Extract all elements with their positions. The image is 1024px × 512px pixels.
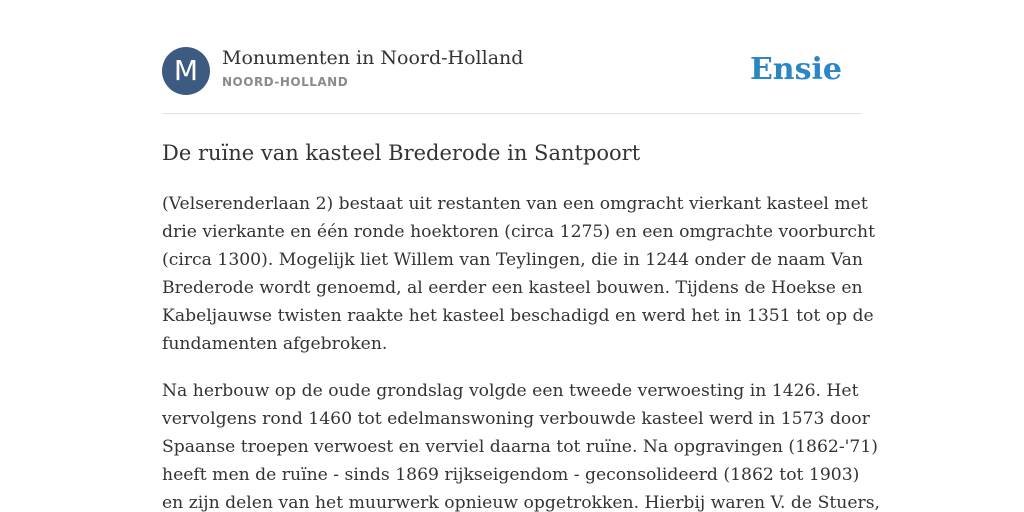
article-body — [162, 190, 880, 512]
header-divider — [162, 113, 862, 114]
text-line: heeft men de ruïne - sinds 1869 rijkseigendom - geconsolideerd (1862 tot 1903) — [162, 465, 860, 485]
text-line: drie vierkante en één ronde hoektoren (circa 1275) en een omgrachte voorburcht — [162, 222, 875, 242]
ensie-logo[interactable]: Ensie — [749, 52, 842, 87]
text-line: Brederode wordt genoemd, al eerder een kasteel bouwen. Tijdens de Hoekse en — [162, 278, 863, 298]
text-line: (circa 1300). Mogelijk liet Willem van Teylingen, die in 1244 onder de naam Van — [162, 250, 863, 270]
paragraph — [162, 377, 880, 512]
source-region: NOORD-HOLLAND — [222, 75, 349, 89]
text-line: (Velserenderlaan 2) bestaat uit restanten van een omgracht vierkant kasteel met — [162, 194, 868, 214]
header — [162, 46, 862, 96]
text-line: vervolgens rond 1460 tot edelmanswoning verbouwde kasteel werd in 1573 door — [162, 409, 870, 429]
text-line: Kabeljauwse twisten raakte het kasteel beschadigd en werd het in 1351 tot op de — [162, 306, 874, 326]
source-name-link[interactable]: Monumenten in Noord-Holland — [222, 47, 524, 69]
text-line: Spaanse troepen verwoest en verviel daarna tot ruïne. Na opgravingen (1862-'71) — [162, 437, 878, 457]
text-line: Na herbouw op de oude grondslag volgde een tweede verwoesting in 1426. Het — [162, 381, 859, 401]
text-line: fundamenten afgebroken. — [162, 334, 388, 354]
article-title: De ruïne van kasteel Brederode in Santpoort — [162, 141, 641, 165]
paragraph — [162, 190, 875, 358]
text-line: en zijn delen van het muurwerk opnieuw opgetrokken. Hierbij waren V. de Stuers, — [162, 493, 880, 512]
avatar[interactable]: M — [162, 47, 210, 95]
